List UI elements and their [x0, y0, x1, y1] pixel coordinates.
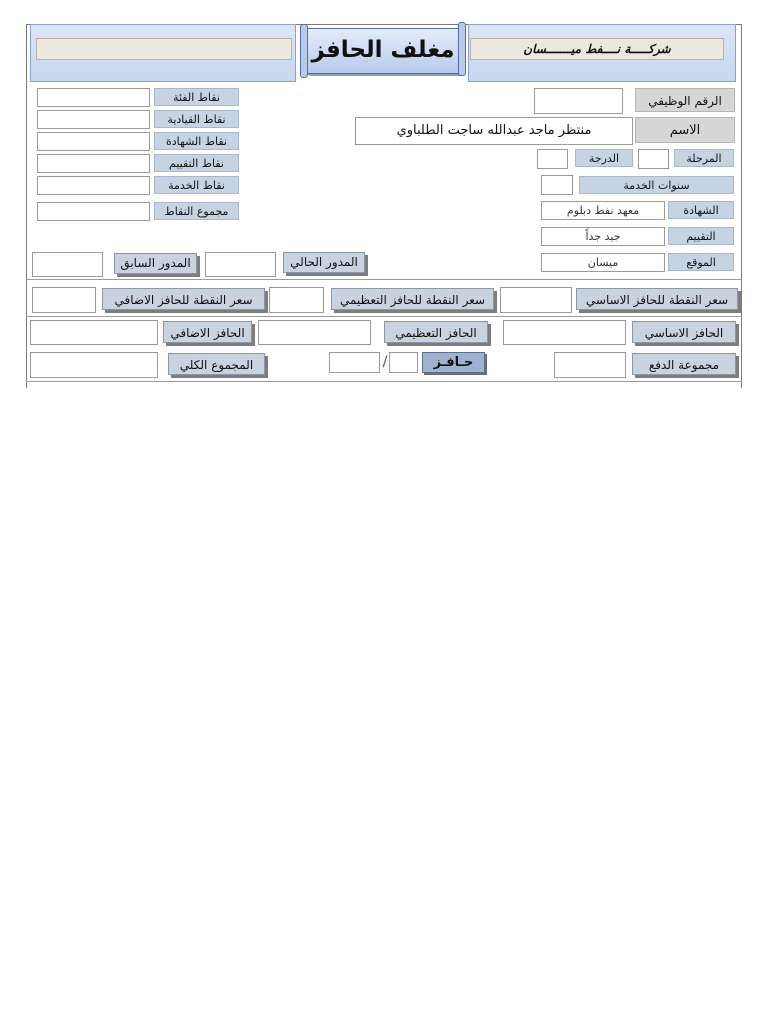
grade-field[interactable] — [537, 149, 568, 169]
service-years-field[interactable] — [541, 175, 573, 195]
certificate-points-label: نقاط الشهادة — [154, 132, 239, 150]
previous-cycle-label: المدور السابق — [114, 253, 197, 274]
location-field[interactable]: ميسان — [541, 253, 665, 272]
company-name: شركـــــة نــــفط ميـــــــسان — [523, 42, 671, 56]
name-label: الاسم — [635, 117, 735, 143]
fraction-separator: / — [382, 354, 388, 370]
organizational-incentive-label: الحافز التعظيمي — [384, 321, 488, 343]
organizational-incentive-field[interactable] — [258, 320, 371, 345]
location-label: الموقع — [668, 253, 734, 271]
category-points-field[interactable] — [37, 88, 150, 107]
name-field[interactable]: منتظر ماجد عبدالله ساجت الطلباوي — [355, 117, 633, 145]
certificate-points-field[interactable] — [37, 132, 150, 151]
certificate-label: الشهادة — [668, 201, 734, 219]
category-points-label: نقاط الفئة — [154, 88, 239, 106]
job-number-field[interactable] — [534, 88, 623, 114]
grade-label: الدرجة — [575, 149, 633, 167]
basic-rate-label: سعر النقطة للحافز الاساسي — [576, 288, 738, 310]
page-title: مغلف الحافز — [311, 37, 455, 63]
service-points-label: نقاط الخدمة — [154, 176, 239, 194]
stage-field[interactable] — [638, 149, 669, 169]
incentive-fraction-right-field[interactable] — [389, 352, 418, 373]
total-points-label: مجموع النقاط — [154, 202, 239, 220]
total-points-field[interactable] — [37, 202, 150, 221]
payment-group-field[interactable] — [554, 352, 626, 378]
incentive-badge: حـافـز — [422, 352, 485, 373]
evaluation-field[interactable]: جيد جداً — [541, 227, 665, 246]
title-scroll — [300, 22, 466, 80]
certificate-field[interactable]: معهد نفط دبلوم — [541, 201, 665, 220]
grand-total-label: المجموع الكلي — [168, 353, 265, 375]
payment-group-label: مجموعة الدفع — [632, 353, 736, 375]
stage-label: المرحلة — [674, 149, 734, 167]
organizational-rate-label: سعر النقطة للحافز التعظيمي — [331, 288, 494, 310]
previous-cycle-field[interactable] — [32, 252, 103, 277]
basic-rate-field[interactable] — [500, 287, 572, 313]
current-cycle-field[interactable] — [205, 252, 276, 277]
leadership-points-label: نقاط القيادية — [154, 110, 239, 128]
header-left-field — [36, 38, 292, 60]
service-points-field[interactable] — [37, 176, 150, 195]
organizational-rate-field[interactable] — [269, 287, 324, 313]
additional-rate-label: سعر النقطة للحافز الاضافي — [102, 288, 265, 310]
grand-total-field[interactable] — [30, 352, 158, 378]
additional-incentive-label: الحافز الاضافي — [163, 321, 252, 343]
job-number-label: الرقم الوظيفي — [635, 88, 735, 112]
basic-incentive-field[interactable] — [503, 320, 626, 345]
additional-incentive-field[interactable] — [30, 320, 158, 345]
leadership-points-field[interactable] — [37, 110, 150, 129]
evaluation-points-label: نقاط التقييم — [154, 154, 239, 172]
evaluation-label: التقييم — [668, 227, 734, 245]
service-years-label: سنوات الخدمة — [579, 176, 734, 194]
basic-incentive-label: الحافز الاساسي — [632, 321, 736, 343]
current-cycle-label: المدور الحالي — [283, 252, 365, 273]
additional-rate-field[interactable] — [32, 287, 96, 313]
evaluation-points-field[interactable] — [37, 154, 150, 173]
incentive-fraction-left-field[interactable] — [329, 352, 380, 373]
